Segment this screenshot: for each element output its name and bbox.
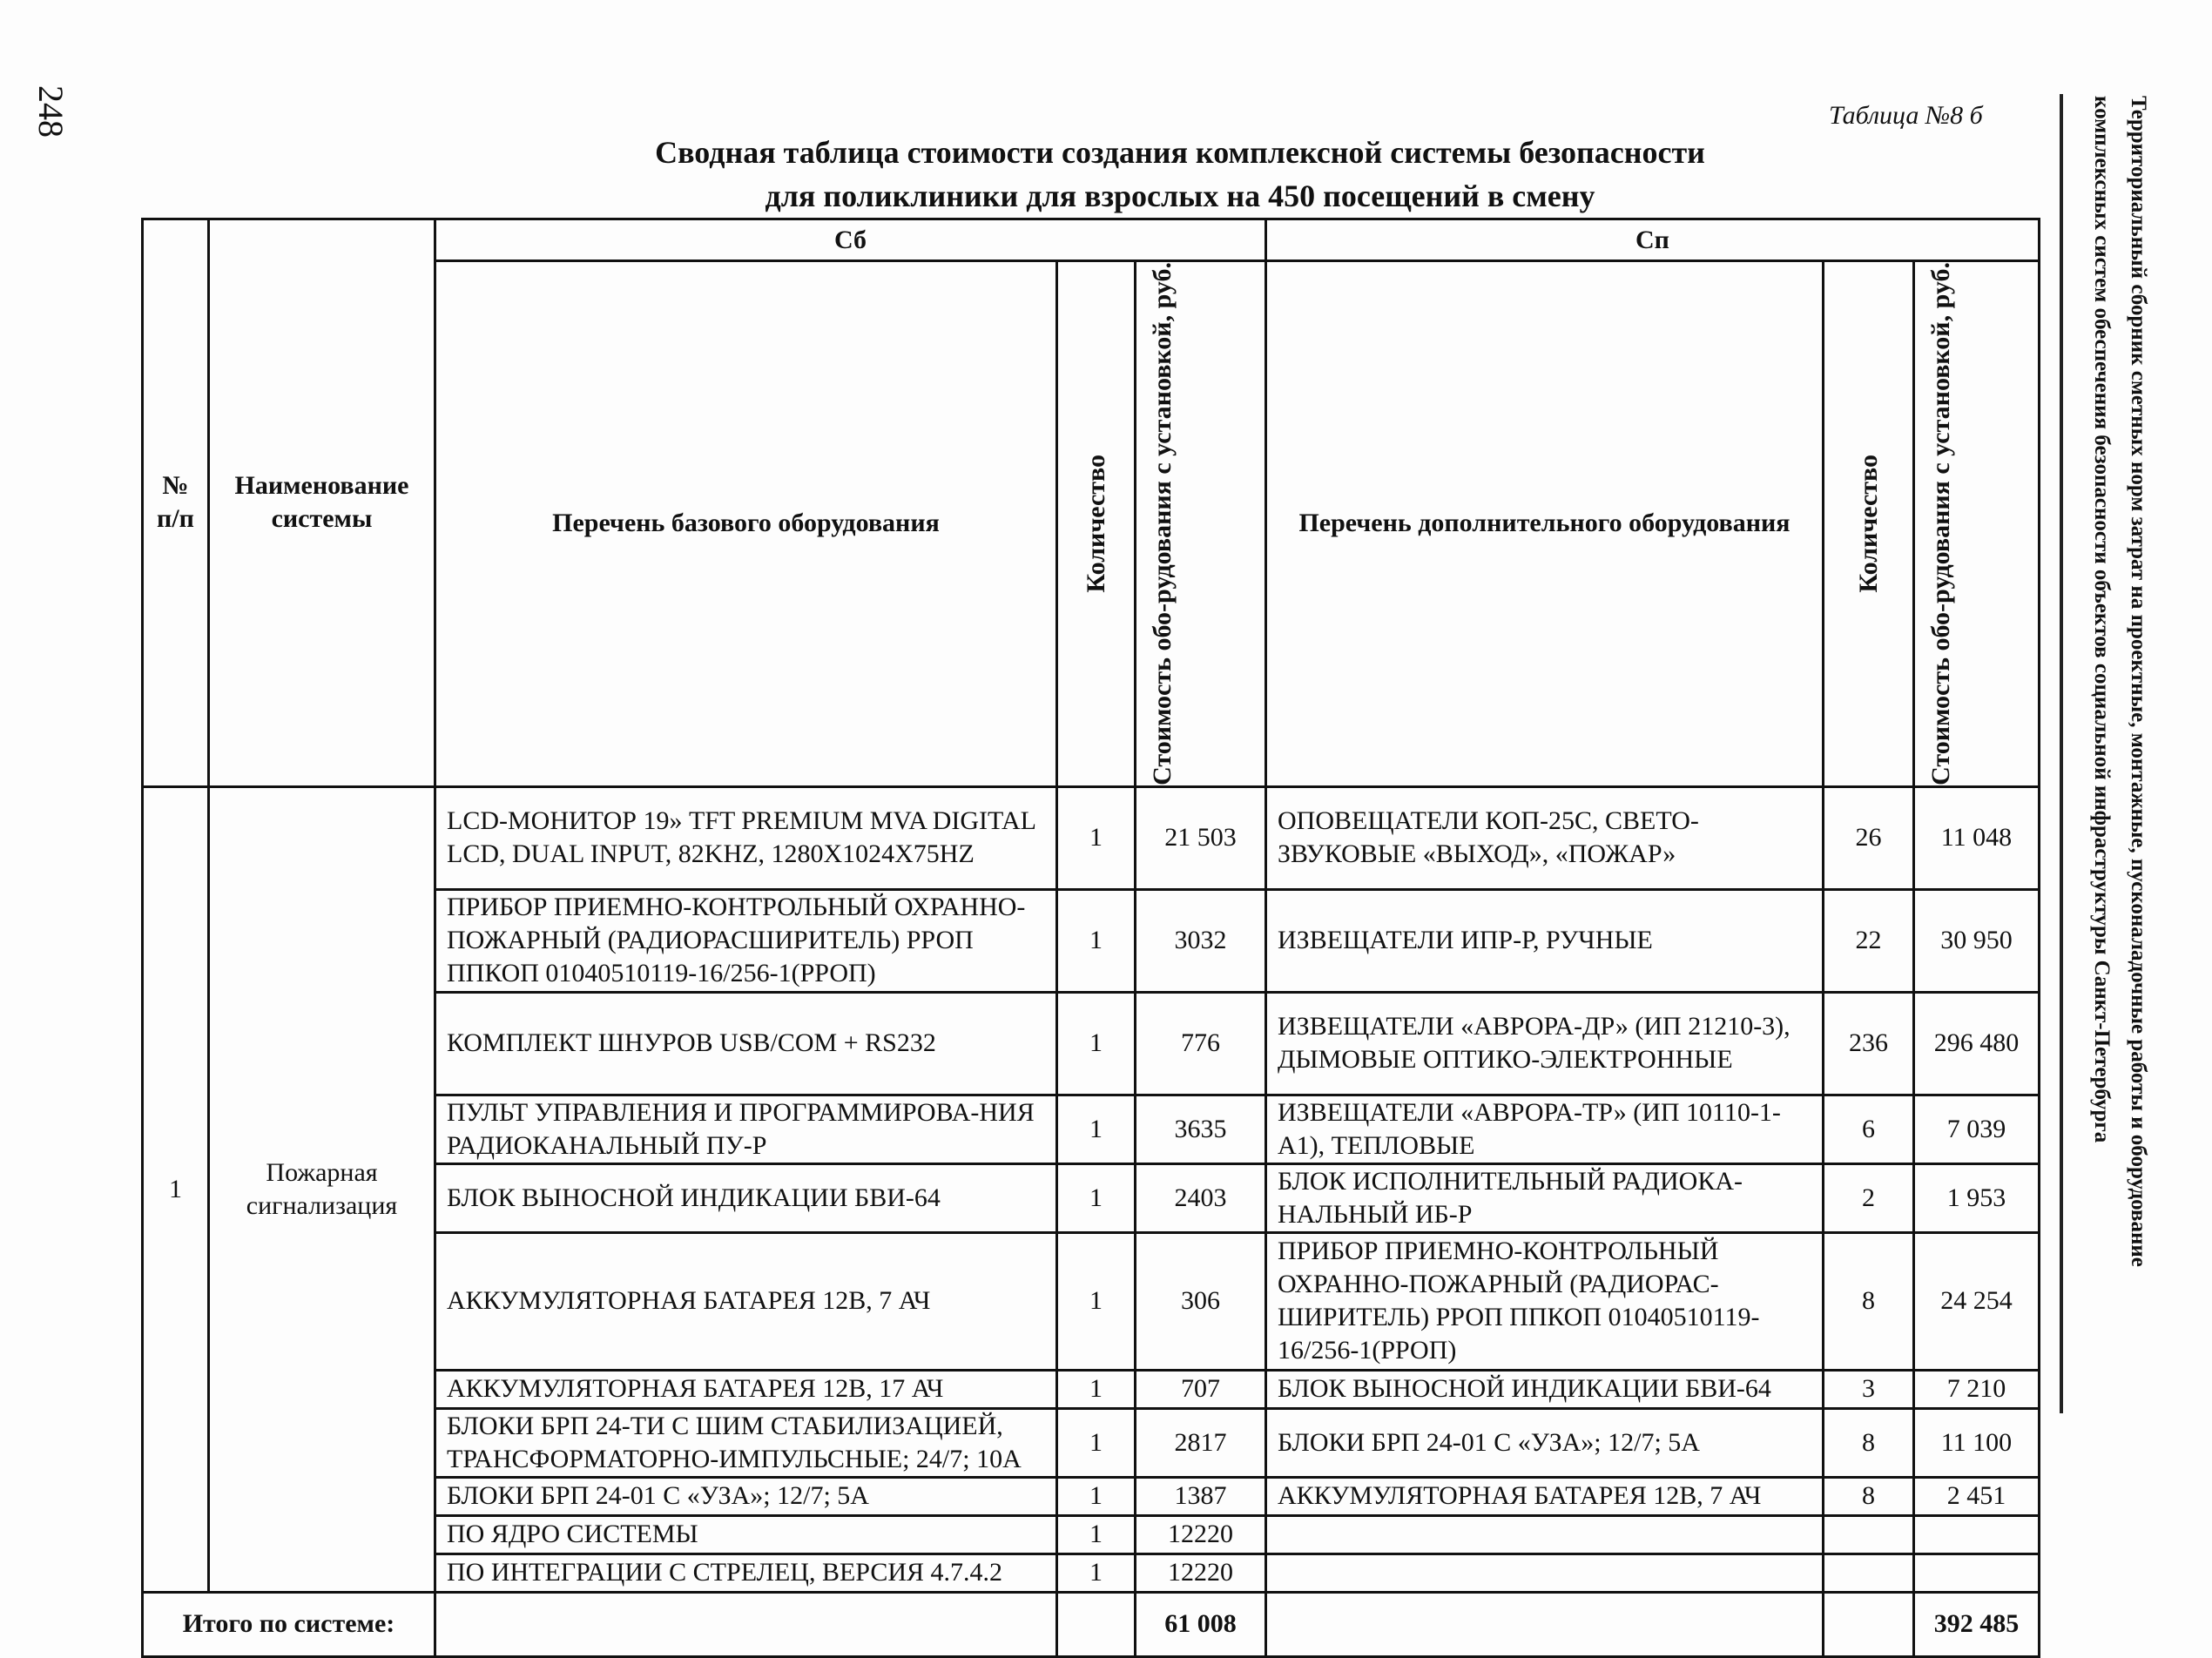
total-base-cost: 61 008 <box>1136 1592 1266 1656</box>
base-qty: 1 <box>1057 1163 1136 1232</box>
header-base-list: Перечень базового оборудования <box>435 261 1057 787</box>
additional-qty: 8 <box>1824 1232 1914 1370</box>
base-equipment: ПО ИНТЕГРАЦИИ С СТРЕЛЕЦ, ВЕРСИЯ 4.7.4.2 <box>435 1554 1057 1592</box>
base-cost: 776 <box>1136 992 1266 1095</box>
additional-equipment: БЛОК ИСПОЛНИТЕЛЬНЫЙ РАДИОКА-НАЛЬНЫЙ ИБ-Р <box>1266 1163 1824 1232</box>
additional-qty: 3 <box>1824 1370 1914 1408</box>
total-row <box>143 1592 2040 1656</box>
running-header-text: Территориальный сборник сметных норм затрат на проектные, монтажные, пусконаладочные работы и оборудование комплексных систем обеспечения безопасности объектов социальной инфраструктуры Санкт-Петербурга <box>2090 96 2150 1267</box>
base-cost: 12220 <box>1136 1554 1266 1592</box>
header-system: Наименование системы <box>209 219 435 787</box>
additional-qty <box>1824 1554 1914 1592</box>
base-equipment: БЛОКИ БРП 24-ТИ С ШИМ СТАБИЛИЗАЦИЕЙ, ТРАНСФОРМАТОРНО-ИМПУЛЬСНЫЕ; 24/7; 10А <box>435 1408 1057 1477</box>
base-cost: 21 503 <box>1136 786 1266 889</box>
header-qty: Количество <box>1081 455 1110 593</box>
additional-equipment: ИЗВЕЩАТЕЛИ «АВРОРА-ДР» (ИП 21210-3), ДЫМОВЫЕ ОПТИКО-ЭЛЕКТРОННЫЕ <box>1266 992 1824 1095</box>
title-line-2: для поликлиники для взрослых на 450 посещений в смену <box>765 179 1595 213</box>
additional-qty: 22 <box>1824 889 1914 992</box>
header-cost2: Стоимость обо-рудования с установкой, руб. <box>1926 262 1955 785</box>
header-qty2: Количество <box>1853 455 1883 593</box>
base-cost: 3032 <box>1136 889 1266 992</box>
additional-qty: 236 <box>1824 992 1914 1095</box>
additional-cost <box>1914 1554 2040 1592</box>
additional-cost: 7 210 <box>1914 1370 2040 1408</box>
additional-equipment <box>1266 1554 1824 1592</box>
base-qty: 1 <box>1057 1515 1136 1554</box>
base-cost: 12220 <box>1136 1515 1266 1554</box>
additional-equipment: БЛОК ВЫНОСНОЙ ИНДИКАЦИИ БВИ-64 <box>1266 1370 1824 1408</box>
base-equipment: ПО ЯДРО СИСТЕМЫ <box>435 1515 1057 1554</box>
base-cost: 3635 <box>1136 1095 1266 1163</box>
additional-cost: 296 480 <box>1914 992 2040 1095</box>
additional-equipment: ИЗВЕЩАТЕЛИ ИПР-Р, РУЧНЫЕ <box>1266 889 1824 992</box>
additional-equipment <box>1266 1515 1824 1554</box>
additional-cost: 11 048 <box>1914 786 2040 889</box>
cost-table <box>141 218 2040 1658</box>
additional-qty <box>1824 1515 1914 1554</box>
additional-qty: 8 <box>1824 1477 1914 1515</box>
base-equipment: БЛОКИ БРП 24-01 С «УЗА»; 12/7; 5А <box>435 1477 1057 1515</box>
additional-cost: 7 039 <box>1914 1095 2040 1163</box>
base-equipment: LCD-МОНИТОР 19» TFT PREMIUM MVA DIGITAL LCD, DUAL INPUT, 82KHZ, 1280X1024X75HZ <box>435 786 1057 889</box>
base-cost: 306 <box>1136 1232 1266 1370</box>
additional-qty: 2 <box>1824 1163 1914 1232</box>
base-cost: 2817 <box>1136 1408 1266 1477</box>
additional-equipment: ПРИБОР ПРИЕМНО-КОНТРОЛЬНЫЙ ОХРАННО-ПОЖАРНЫЙ (РАДИОРАС-ШИРИТЕЛЬ) РРОП ППКОП 01040510119-16/256-1(РРОП) <box>1266 1232 1824 1370</box>
base-equipment: ПРИБОР ПРИЕМНО-КОНТРОЛЬНЫЙ ОХРАННО-ПОЖАРНЫЙ (РАДИОРАСШИРИТЕЛЬ) РРОП ППКОП 01040510119-16/256-1(РРОП) <box>435 889 1057 992</box>
title-line-1: Сводная таблица стоимости создания комплексной системы безопасности <box>655 135 1705 170</box>
base-qty: 1 <box>1057 1095 1136 1163</box>
header-rule <box>2060 94 2063 1413</box>
table-body <box>143 786 2040 1656</box>
running-header <box>2066 96 2160 1402</box>
base-cost: 707 <box>1136 1370 1266 1408</box>
total-additional-cost: 392 485 <box>1914 1592 2040 1656</box>
header-cp: Сп <box>1266 219 2040 261</box>
base-qty: 1 <box>1057 1408 1136 1477</box>
additional-cost: 2 451 <box>1914 1477 2040 1515</box>
base-equipment: ПУЛЬТ УПРАВЛЕНИЯ И ПРОГРАММИРОВА-НИЯ РАДИОКАНАЛЬНЫЙ ПУ-Р <box>435 1095 1057 1163</box>
header-add-list: Перечень дополнительного оборудования <box>1266 261 1824 787</box>
base-cost: 1387 <box>1136 1477 1266 1515</box>
additional-equipment: ИЗВЕЩАТЕЛИ «АВРОРА-ТР» (ИП 10110-1-А1), ТЕПЛОВЫЕ <box>1266 1095 1824 1163</box>
base-equipment: АККУМУЛЯТОРНАЯ БАТАРЕЯ 12В, 17 АЧ <box>435 1370 1057 1408</box>
base-qty: 1 <box>1057 1232 1136 1370</box>
base-qty: 1 <box>1057 1370 1136 1408</box>
table-title <box>374 131 1986 218</box>
base-qty: 1 <box>1057 992 1136 1095</box>
table-label: Таблица №8 б <box>1829 101 1983 130</box>
base-qty: 1 <box>1057 786 1136 889</box>
header-cb: Сб <box>435 219 1266 261</box>
additional-equipment: ОПОВЕЩАТЕЛИ КОП-25С, СВЕТО-ЗВУКОВЫЕ «ВЫХОД», «ПОЖАР» <box>1266 786 1824 889</box>
additional-cost: 30 950 <box>1914 889 2040 992</box>
additional-qty: 8 <box>1824 1408 1914 1477</box>
total-label: Итого по системе: <box>143 1592 435 1656</box>
base-equipment: АККУМУЛЯТОРНАЯ БАТАРЕЯ 12В, 7 АЧ <box>435 1232 1057 1370</box>
additional-cost <box>1914 1515 2040 1554</box>
additional-cost: 24 254 <box>1914 1232 2040 1370</box>
additional-cost: 11 100 <box>1914 1408 2040 1477</box>
additional-equipment: БЛОКИ БРП 24-01 С «УЗА»; 12/7; 5А <box>1266 1408 1824 1477</box>
page-number: 248 <box>31 85 71 138</box>
header-cost: Стоимость обо-рудования с установкой, руб. <box>1148 262 1177 785</box>
system-name: Пожарная сигнализация <box>209 786 435 1592</box>
additional-cost: 1 953 <box>1914 1163 2040 1232</box>
base-cost: 2403 <box>1136 1163 1266 1232</box>
header-no: № п/п <box>143 219 209 787</box>
base-qty: 1 <box>1057 1477 1136 1515</box>
row-number: 1 <box>143 786 209 1592</box>
base-equipment: КОМПЛЕКТ ШНУРОВ USB/COM + RS232 <box>435 992 1057 1095</box>
base-qty: 1 <box>1057 1554 1136 1592</box>
additional-qty: 26 <box>1824 786 1914 889</box>
additional-qty: 6 <box>1824 1095 1914 1163</box>
base-qty: 1 <box>1057 889 1136 992</box>
table-row <box>143 786 2040 889</box>
base-equipment: БЛОК ВЫНОСНОЙ ИНДИКАЦИИ БВИ-64 <box>435 1163 1057 1232</box>
additional-equipment: АККУМУЛЯТОРНАЯ БАТАРЕЯ 12В, 7 АЧ <box>1266 1477 1824 1515</box>
